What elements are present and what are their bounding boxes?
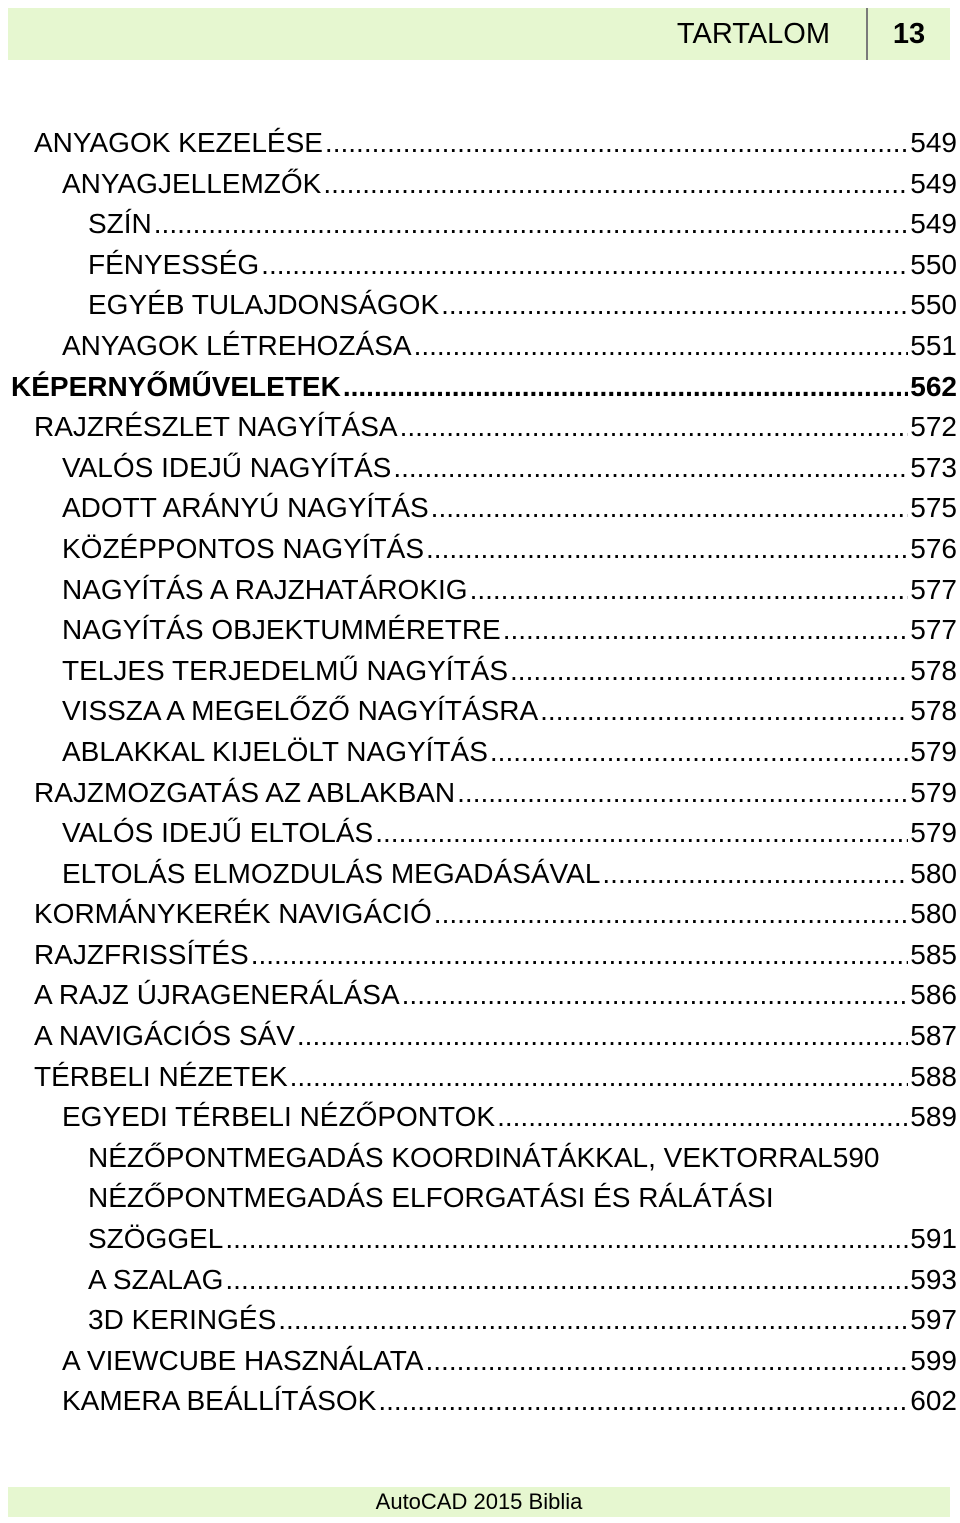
- toc-leader-dots: [278, 1300, 908, 1341]
- toc-entry[interactable]: [0, 813, 960, 854]
- toc-entry[interactable]: [0, 1300, 960, 1341]
- toc-entry-page: 580: [910, 857, 957, 889]
- toc-entry[interactable]: [0, 488, 960, 529]
- toc-leader-dots: [393, 448, 908, 489]
- toc-entry-page: 550: [910, 289, 957, 321]
- toc-leader-dots: [402, 975, 909, 1016]
- toc-entry-label: VISSZA A MEGELŐZŐ NAGYÍTÁSRA: [62, 695, 539, 727]
- page-number: 13: [892, 17, 926, 50]
- toc-entry-label: ANYAGOK LÉTREHOZÁSA: [62, 329, 412, 361]
- toc-entry-page: 586: [910, 979, 957, 1011]
- toc-entry-page: 577: [910, 614, 957, 646]
- toc-entry-page: 602: [910, 1385, 957, 1417]
- toc-entry[interactable]: [0, 975, 960, 1016]
- toc-entry[interactable]: [0, 610, 960, 651]
- toc-entry[interactable]: [0, 1097, 960, 1138]
- toc-entry-label: ELTOLÁS ELMOZDULÁS MEGADÁSÁVAL: [62, 857, 601, 889]
- toc-entry[interactable]: [0, 407, 960, 448]
- toc-entry-page: 573: [910, 451, 957, 483]
- toc-leader-dots: [414, 326, 909, 367]
- toc-entry-label: RAJZFRISSÍTÉS: [34, 938, 249, 970]
- toc-entry-label: RAJZRÉSZLET NAGYÍTÁSA: [34, 411, 398, 443]
- toc-entry-label: KÉPERNYŐMŰVELETEK: [11, 370, 341, 402]
- toc-entry-label: NAGYÍTÁS OBJEKTUMMÉRETRE: [62, 614, 501, 646]
- toc-entry-page: 577: [910, 573, 957, 605]
- toc-entry-page: 549: [910, 167, 957, 199]
- toc-entry-label: SZÍN: [88, 208, 152, 240]
- toc-leader-dots: [426, 529, 908, 570]
- toc-entry[interactable]: [0, 651, 960, 692]
- footer-text: AutoCAD 2015 Biblia: [375, 1489, 583, 1514]
- toc-entry[interactable]: [0, 570, 960, 611]
- toc-leader-dots: [251, 935, 909, 976]
- toc-entry-page: 580: [910, 898, 957, 930]
- toc-entry-label: EGYEDI TÉRBELI NÉZŐPONTOK: [62, 1101, 496, 1133]
- toc-entry[interactable]: [0, 732, 960, 773]
- toc-leader-dots: [261, 245, 908, 286]
- toc-entry-label: RAJZMOZGATÁS AZ ABLAKBAN: [34, 776, 456, 808]
- toc-entry-page: 562: [910, 370, 957, 402]
- toc-entry[interactable]: [0, 1219, 960, 1260]
- toc-entry[interactable]: [0, 1178, 960, 1219]
- toc-entry-page: 579: [910, 817, 957, 849]
- toc-entry-page: 578: [910, 695, 957, 727]
- toc-entry-page: 575: [910, 492, 957, 524]
- toc-entry-label: VALÓS IDEJŰ NAGYÍTÁS: [62, 451, 392, 483]
- toc-entry-page: 597: [910, 1304, 957, 1336]
- page-footer: [8, 1487, 950, 1517]
- toc-entry[interactable]: [0, 123, 960, 164]
- toc-entry-label: FÉNYESSÉG: [88, 248, 260, 280]
- toc-entry-label: ABLAKKAL KIJELÖLT NAGYÍTÁS: [62, 735, 488, 767]
- toc-entry[interactable]: [0, 1138, 960, 1179]
- toc-leader-dots: [375, 813, 908, 854]
- toc-entry-page: 599: [910, 1344, 957, 1376]
- toc-entry[interactable]: [0, 448, 960, 489]
- toc-entry-label: EGYÉB TULAJDONSÁGOK: [88, 289, 440, 321]
- toc-entry-page: 549: [910, 127, 957, 158]
- toc-leader-dots: [323, 164, 908, 205]
- toc-entry[interactable]: [0, 326, 960, 367]
- toc-leader-dots: [497, 1097, 908, 1138]
- toc-entry[interactable]: [0, 773, 960, 814]
- toc-entry[interactable]: [0, 1016, 960, 1057]
- toc-entry[interactable]: [0, 1381, 960, 1422]
- toc-entry-page: 587: [910, 1020, 957, 1052]
- toc-leader-dots: [431, 488, 909, 529]
- toc-entry-label: A RAJZ ÚJRAGENERÁLÁSA: [34, 979, 400, 1011]
- toc-leader-dots: [503, 610, 909, 651]
- toc-entry-page: 579: [910, 776, 957, 808]
- toc-leader-dots: [425, 1341, 908, 1382]
- toc-entry-label: KAMERA BEÁLLÍTÁSOK: [62, 1385, 377, 1417]
- toc-entry-label: NÉZŐPONTMEGADÁS ELFORGATÁSI ÉS RÁLÁTÁSI: [88, 1182, 774, 1214]
- toc-entry-page: 585: [910, 938, 957, 970]
- toc-entry-label: NAGYÍTÁS A RAJZHATÁROKIG: [62, 573, 468, 605]
- toc-leader-dots: [490, 732, 908, 773]
- toc-leader-dots: [378, 1381, 908, 1422]
- toc-entry[interactable]: [0, 529, 960, 570]
- toc-entry-label: ADOTT ARÁNYÚ NAGYÍTÁS: [62, 492, 429, 524]
- toc-leader-dots: [510, 651, 908, 692]
- toc-entry[interactable]: [0, 935, 960, 976]
- toc-entry-label: KÖZÉPPONTOS NAGYÍTÁS: [62, 532, 425, 564]
- toc-leader-dots: [325, 123, 908, 164]
- toc-entry[interactable]: [0, 204, 960, 245]
- toc-entry[interactable]: [0, 854, 960, 895]
- toc-entry-label: A VIEWCUBE HASZNÁLATA: [62, 1344, 424, 1376]
- toc-entry[interactable]: [0, 691, 960, 732]
- toc-entry[interactable]: [0, 1057, 960, 1098]
- toc-entry[interactable]: [0, 164, 960, 205]
- toc-entry-page: 572: [910, 411, 957, 443]
- toc-entry[interactable]: [0, 245, 960, 286]
- toc-leader-dots: [343, 367, 908, 408]
- toc-entry[interactable]: [0, 367, 960, 408]
- toc-entry-page: 590: [832, 1141, 880, 1173]
- header-title: TARTALOM: [676, 17, 830, 50]
- toc-leader-dots: [225, 1260, 908, 1301]
- toc-entry-label: NÉZŐPONTMEGADÁS KOORDINÁTÁKKAL, VEKTORRAL: [88, 1141, 833, 1173]
- toc-entry-page: 591: [910, 1223, 957, 1255]
- toc-leader-dots: [540, 691, 908, 732]
- toc-entry-page: 551: [910, 329, 957, 361]
- toc-leader-dots: [470, 570, 909, 611]
- header-page-box: [868, 8, 950, 60]
- toc-entry-label: TÉRBELI NÉZETEK: [34, 1060, 288, 1092]
- header-title-box: [8, 8, 866, 60]
- toc-leader-dots: [290, 1057, 909, 1098]
- toc-entry-label: 3D KERINGÉS: [88, 1304, 277, 1336]
- toc-entry[interactable]: [0, 1260, 960, 1301]
- toc-entry-label: VALÓS IDEJŰ ELTOLÁS: [62, 817, 374, 849]
- page-header: [8, 8, 950, 60]
- toc-entry[interactable]: [0, 285, 960, 326]
- toc-leader-dots: [602, 854, 908, 895]
- toc-entry-page: 549: [910, 208, 957, 240]
- toc-entry-label: A NAVIGÁCIÓS SÁV: [34, 1020, 295, 1052]
- toc-entry-page: 589: [910, 1101, 957, 1133]
- table-of-contents: [0, 123, 960, 1422]
- toc-entry[interactable]: [0, 1341, 960, 1382]
- toc-leader-dots: [154, 204, 909, 245]
- toc-leader-dots: [457, 773, 908, 814]
- toc-leader-dots: [434, 894, 908, 935]
- toc-entry-page: 550: [910, 248, 957, 280]
- toc-entry-page: 588: [910, 1060, 957, 1092]
- toc-entry-page: 593: [910, 1263, 957, 1295]
- toc-entry-label: A SZALAG: [88, 1263, 224, 1295]
- toc-entry-label: ANYAGJELLEMZŐK: [62, 167, 322, 199]
- toc-entry-page: 576: [910, 532, 957, 564]
- toc-entry-page: 578: [910, 654, 957, 686]
- toc-leader-dots: [297, 1016, 908, 1057]
- toc-entry-label: TELJES TERJEDELMŰ NAGYÍTÁS: [62, 654, 509, 686]
- toc-leader-dots: [400, 407, 909, 448]
- toc-leader-dots: [441, 285, 908, 326]
- toc-entry-page: 579: [910, 735, 957, 767]
- toc-entry[interactable]: [0, 894, 960, 935]
- toc-leader-dots: [225, 1219, 908, 1260]
- toc-entry-label: KORMÁNYKERÉK NAVIGÁCIÓ: [34, 898, 432, 930]
- toc-entry-label: SZÖGGEL: [88, 1223, 224, 1255]
- toc-entry-label: ANYAGOK KEZELÉSE: [34, 127, 323, 158]
